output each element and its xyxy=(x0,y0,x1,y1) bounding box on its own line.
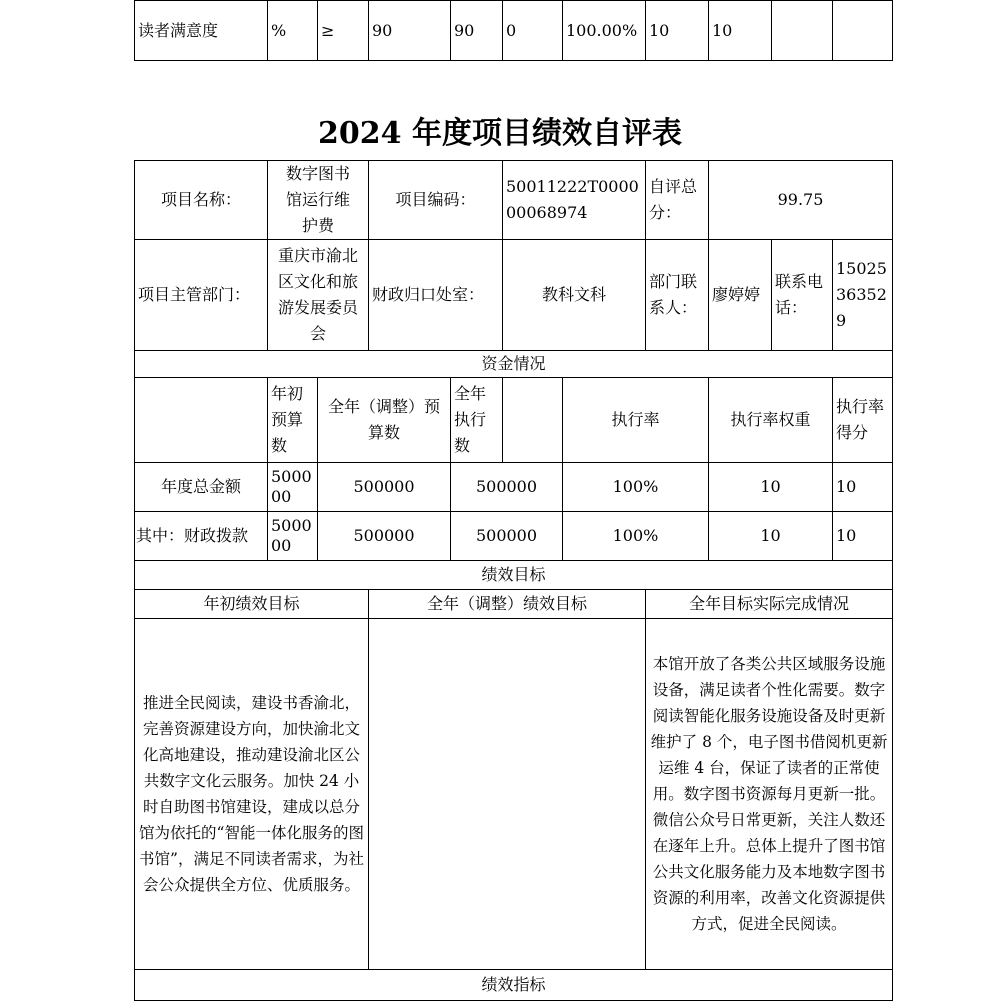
funds-executed: 500000 xyxy=(451,512,563,561)
funds-adjusted: 500000 xyxy=(318,512,451,561)
self-score-label: 自评总分： xyxy=(646,161,709,240)
funds-weight: 10 xyxy=(709,463,833,512)
initial-budget-header: 年初预算数 xyxy=(268,378,318,463)
funds-score: 10 xyxy=(833,463,893,512)
project-code-label: 项目编码： xyxy=(369,161,503,240)
table-row xyxy=(135,1,893,61)
goals-header-row xyxy=(135,590,893,619)
contact-label: 部门联系人： xyxy=(646,240,709,351)
indicator-score: 10 xyxy=(709,1,772,61)
score-header: 执行率得分 xyxy=(833,378,893,463)
project-name-value: 数字图书馆运行维护费 xyxy=(268,161,369,240)
adjusted-budget-header: 全年（调整）预算数 xyxy=(318,378,451,463)
self-score-value: 99.75 xyxy=(709,161,893,240)
finance-office-label: 财政归口处室： xyxy=(369,240,503,351)
funds-adjusted: 500000 xyxy=(318,463,451,512)
contact-value: 廖婷婷 xyxy=(709,240,772,351)
indicator-name: 读者满意度 xyxy=(135,1,268,61)
funds-section-title: 资金情况 xyxy=(135,351,893,378)
goals-content-row xyxy=(135,619,893,970)
department-info-row xyxy=(135,240,893,351)
finance-office-value: 教科文科 xyxy=(503,240,646,351)
executed-header: 全年执行数 xyxy=(451,378,503,463)
table-row xyxy=(135,512,893,561)
phone-label: 联系电话： xyxy=(772,240,833,351)
indicator-target: 90 xyxy=(369,1,451,61)
project-code-value: 50011222T000000068974 xyxy=(503,161,646,240)
indicators-section-title: 绩效指标 xyxy=(135,970,893,1001)
goals-section-title: 绩效目标 xyxy=(135,561,893,590)
adjusted-goal-text xyxy=(369,619,646,970)
initial-goal-text: 推进全民阅读，建设书香渝北，完善资源建设方向，加快渝北文化高地建设，推动建设渝北区公共数字文化云服务。加快 24 小时自助图书馆建设，建成以总分馆为依托的“智能一体化服务的图书馆”，满足不同读者需求，为社会公众提供全方位、优质服务。 xyxy=(135,619,369,970)
indicator-rate: 100.00% xyxy=(563,1,646,61)
indicator-extra-1 xyxy=(772,1,833,61)
funds-initial: 500000 xyxy=(268,512,318,561)
rate-header: 执行率 xyxy=(563,378,709,463)
funds-executed: 500000 xyxy=(451,463,563,512)
project-name-label: 项目名称： xyxy=(135,161,268,240)
funds-section-row xyxy=(135,351,893,378)
actual-result-header: 全年目标实际完成情况 xyxy=(646,590,893,619)
page-title: 2024 年度项目绩效自评表 xyxy=(318,116,682,151)
indicator-operator: ≥ xyxy=(318,1,369,61)
funds-row-label: 其中：财政拨款 xyxy=(135,512,268,561)
funds-header-gap xyxy=(503,378,563,463)
funds-rate: 100% xyxy=(563,463,709,512)
table-row xyxy=(135,463,893,512)
funds-row-label: 年度总金额 xyxy=(135,463,268,512)
department-value: 重庆市渝北区文化和旅游发展委员会 xyxy=(268,240,369,351)
department-label: 项目主管部门： xyxy=(135,240,268,351)
funds-initial: 500000 xyxy=(268,463,318,512)
self-evaluation-table xyxy=(134,160,893,1001)
initial-goal-header: 年初绩效目标 xyxy=(135,590,369,619)
phone-value: 15025363529 xyxy=(833,240,893,351)
weight-header: 执行率权重 xyxy=(709,378,833,463)
adjusted-goal-header: 全年（调整）绩效目标 xyxy=(369,590,646,619)
indicator-weight: 10 xyxy=(646,1,709,61)
actual-result-text: 本馆开放了各类公共区域服务设施设备，满足读者个性化需要。数字阅读智能化服务设施设备及时更新维护了 8 个，电子图书借阅机更新运维 4 台，保证了读者的正常使用。数字图书资源每月更新一批。微信公众号日常更新，关注人数还在逐年上升。总体上提升了图书馆公共文化服务能力及本地数字图书资源的利用率，改善文化资源提供方式，促进全民阅读。 xyxy=(646,619,893,970)
indicator-extra-2 xyxy=(833,1,893,61)
funds-score: 10 xyxy=(833,512,893,561)
funds-rate: 100% xyxy=(563,512,709,561)
funds-weight: 10 xyxy=(709,512,833,561)
indicators-section-row xyxy=(135,970,893,1001)
indicator-unit: % xyxy=(268,1,318,61)
project-info-row xyxy=(135,161,893,240)
indicator-actual: 90 xyxy=(451,1,503,61)
previous-indicator-table xyxy=(134,0,893,61)
funds-header-blank xyxy=(135,378,268,463)
funds-header-row xyxy=(135,378,893,463)
indicator-deviation: 0 xyxy=(503,1,563,61)
goals-section-row xyxy=(135,561,893,590)
